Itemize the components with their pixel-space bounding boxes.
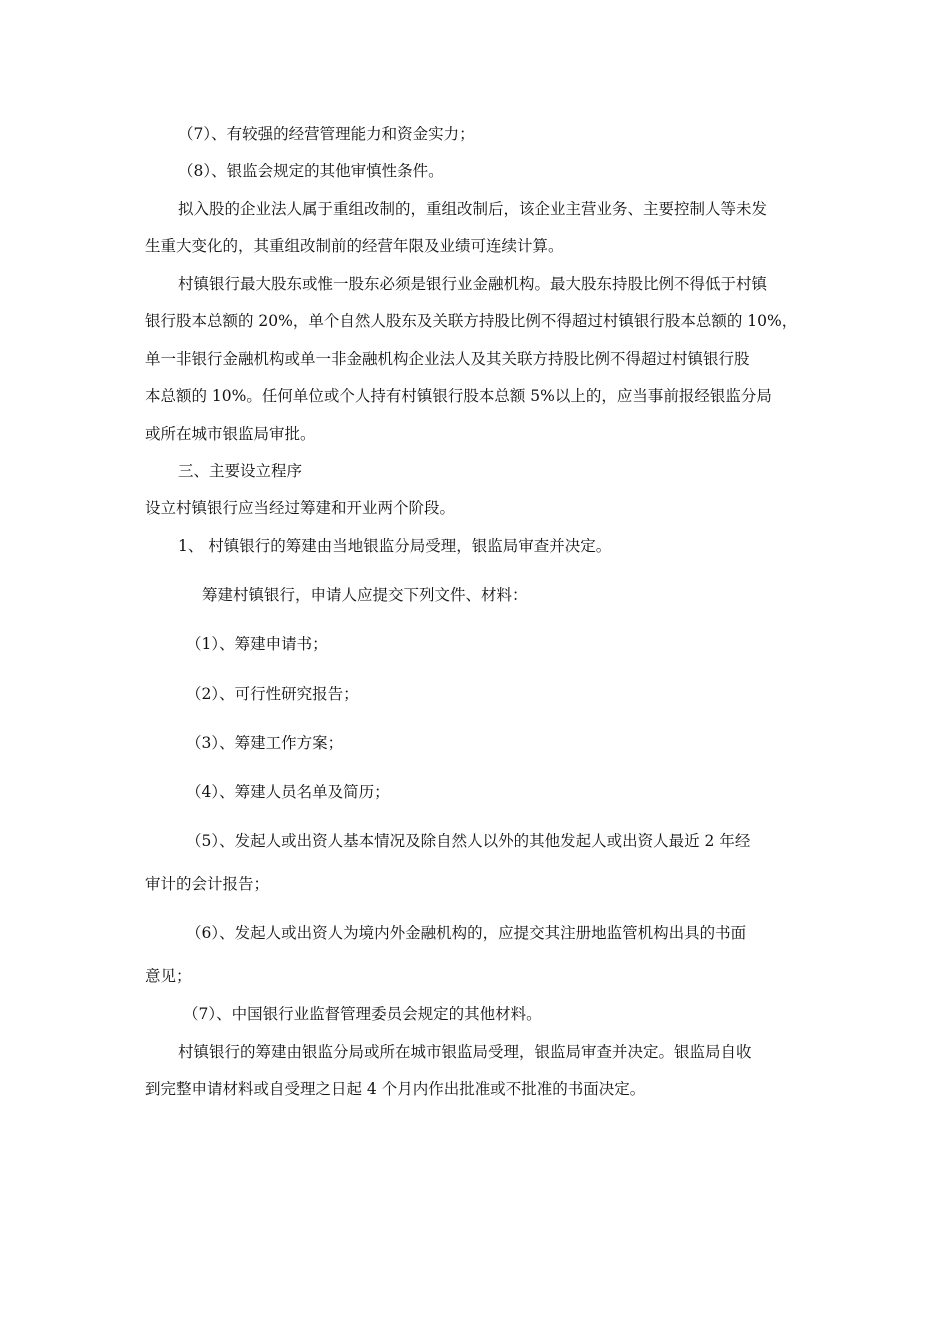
approval-paragraph-line-2: 到完整申请材料或自受理之日起 4 个月内作出批准或不批准的书面决定。: [145, 1080, 646, 1098]
material-item-4: （4）、筹建人员名单及简历；: [186, 783, 390, 801]
stages-sentence: 设立村镇银行应当经过筹建和开业两个阶段。: [145, 499, 456, 517]
material-item-1: （1）、筹建申请书；: [186, 635, 328, 653]
material-item-2: （2）、可行性研究报告；: [186, 685, 359, 703]
shareholder-paragraph-line-4: 本总额的 10%。任何单位或个人持有村镇银行股本总额 5%以上的，应当事前报经银监分局: [145, 387, 772, 405]
material-item-7: （7）、中国银行业监督管理委员会规定的其他材料。: [183, 1005, 542, 1023]
material-item-6-line-1: （6）、发起人或出资人为境内外金融机构的，应提交其注册地监管机构出具的书面: [186, 924, 747, 942]
material-item-6-line-2: 意见；: [145, 967, 192, 985]
item-7-qualification: （7）、有较强的经营管理能力和资金实力；: [178, 125, 475, 143]
step-1-heading: 1、 村镇银行的筹建由当地银监分局受理，银监局审查并决定。: [178, 537, 612, 555]
material-item-3: （3）、筹建工作方案；: [186, 734, 344, 752]
material-item-5-line-1: （5）、发起人或出资人基本情况及除自然人以外的其他发起人或出资人最近 2 年经: [186, 832, 751, 850]
restructuring-paragraph-line-1: 拟入股的企业法人属于重组改制的，重组改制后，该企业主营业务、主要控制人等未发: [178, 200, 768, 218]
shareholder-paragraph-line-5: 或所在城市银监局审批。: [145, 425, 316, 443]
approval-paragraph-line-1: 村镇银行的筹建由银监分局或所在城市银监局受理，银监局审查并决定。银监局自收: [178, 1043, 752, 1061]
shareholder-paragraph-line-1: 村镇银行最大股东或惟一股东必须是银行业金融机构。最大股东持股比例不得低于村镇: [178, 275, 768, 293]
shareholder-paragraph-line-2: 银行股本总额的 20%，单个自然人股东及关联方持股比例不得超过村镇银行股本总额的 10%，: [145, 312, 798, 330]
shareholder-paragraph-line-3: 单一非银行金融机构或单一非金融机构企业法人及其关联方持股比例不得超过村镇银行股: [145, 350, 750, 368]
materials-intro: 筹建村镇银行，申请人应提交下列文件、材料：: [202, 586, 528, 604]
section-heading: 三、主要设立程序: [178, 462, 303, 480]
material-item-5-line-2: 审计的会计报告；: [145, 875, 270, 893]
restructuring-paragraph-line-2: 生重大变化的，其重组改制前的经营年限及业绩可连续计算。: [145, 237, 564, 255]
item-8-qualification: （8）、银监会规定的其他审慎性条件。: [178, 162, 444, 180]
